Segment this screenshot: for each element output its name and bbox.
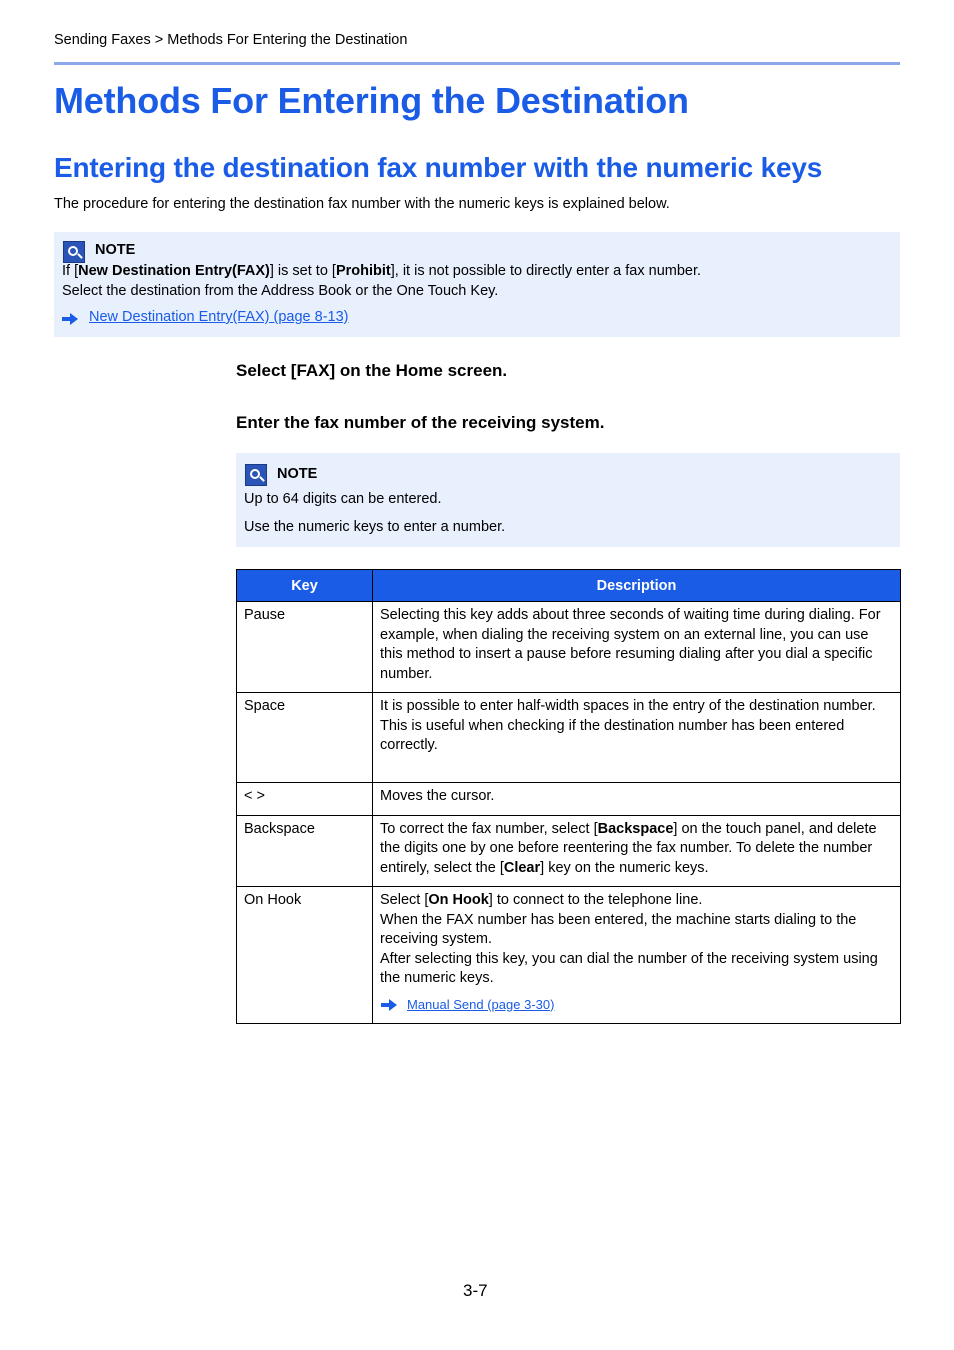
arrow-right-icon (62, 313, 78, 325)
step-2: Enter the fax number of the receiving system. (236, 413, 605, 432)
description-cell: Select [On Hook] to connect to the telephone line. When the FAX number has been entered, the machine starts dialing to the receiving system. After selecting this key, you can dial the number of the receiving system using the numeric keys. Manual Send (page 3-30) (373, 887, 901, 1024)
description-cell: Selecting this key adds about three seconds of waiting time during dialing. For example, when dialing the receiving system on an external line, you can use this method to insert a pause before resuming dialing after you dial a specific number. (373, 602, 901, 693)
step-1: Select [FAX] on the Home screen. (236, 361, 508, 380)
breadcrumb[interactable]: Sending Faxes > Methods For Entering the Destination (54, 32, 408, 48)
note-icon (63, 241, 85, 263)
note-title: NOTE (277, 466, 318, 482)
table-row (237, 815, 901, 887)
description-cell: To correct the fax number, select [Backspace] on the touch panel, and delete the digits one by one before reentering the fax number. To delete the number entirely, select the [Clear] key on the numeric keys. (373, 815, 901, 887)
key-cell: Space (237, 693, 373, 783)
note-icon (245, 464, 267, 486)
key-cell: < > (237, 783, 373, 816)
table-row (237, 693, 901, 783)
note-line: If [New Destination Entry(FAX)] is set to [Prohibit], it is not possible to directly enter a fax number. (62, 263, 702, 279)
note-box (54, 232, 900, 337)
intro-text: The procedure for entering the destination fax number with the numeric keys is explained below. (54, 196, 670, 212)
description-cell: Moves the cursor. (373, 783, 901, 816)
key-cell: Pause (237, 602, 373, 693)
description-cell: It is possible to enter half-width spaces in the entry of the destination number. This is useful when checking if the destination number has been entered correctly. (373, 693, 901, 783)
manual-send-link[interactable]: Manual Send (page 3-30) (407, 996, 555, 1012)
table-row (237, 602, 901, 693)
table-row (237, 887, 901, 1024)
note-line: Use the numeric keys to enter a number. (244, 519, 506, 535)
section-title: Entering the destination fax number with the numeric keys (54, 152, 823, 183)
new-destination-entry-link[interactable]: New Destination Entry(FAX) (page 8-13) (89, 309, 349, 325)
keys-table (236, 569, 901, 1024)
page-number: 3-7 (463, 1281, 488, 1300)
column-header: Key (237, 570, 373, 602)
table-header-row (237, 570, 901, 602)
note-title: NOTE (95, 242, 136, 258)
column-header: Description (373, 570, 901, 602)
note-line: Select the destination from the Address Book or the One Touch Key. (62, 283, 499, 299)
arrow-right-icon (381, 999, 397, 1011)
page-title: Methods For Entering the Destination (54, 80, 689, 121)
key-cell: Backspace (237, 815, 373, 887)
header-rule (54, 62, 900, 65)
table-row (237, 783, 901, 816)
note-line: Up to 64 digits can be entered. (244, 491, 442, 507)
key-cell: On Hook (237, 887, 373, 1024)
note-box (236, 453, 900, 547)
